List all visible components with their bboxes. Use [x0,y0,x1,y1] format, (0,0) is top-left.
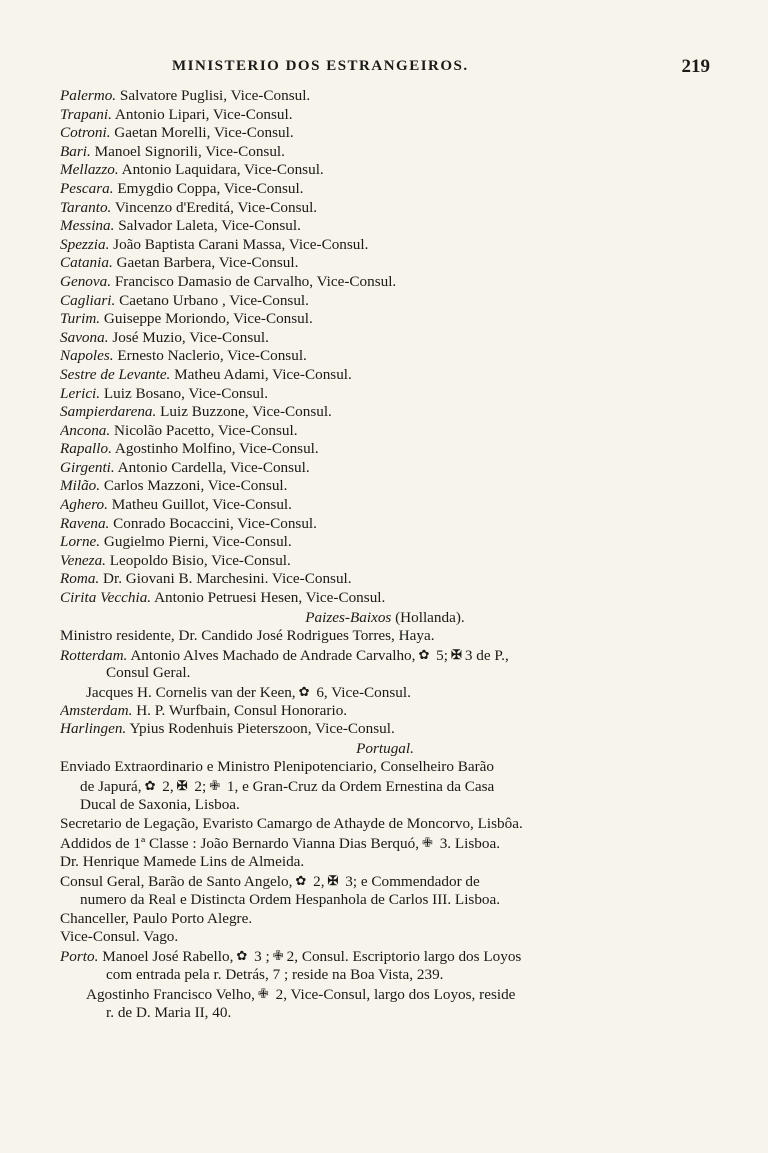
consul-text: Carlos Mazzoni, Vice-Consul. [100,477,288,495]
consulate-entry [60,217,710,236]
enviado-line-3: Ducal de Saxonia, Lisboa. [80,796,240,814]
consul-text: Salvador Laleta, Vice-Consul. [114,217,301,235]
consulate-entry [60,570,710,589]
consul-text: Emygdio Coppa, Vice-Consul. [113,179,304,197]
vice-consul-line: Vice-Consul. Vago. [60,928,179,946]
consulate-entry [60,180,710,199]
page-header [60,58,710,82]
consul-text: Ernesto Naclerio, Vice-Consul. [113,347,307,365]
consulate-entry [60,236,710,255]
christ-order-icon: ✙ [272,948,284,964]
christ-order-icon: ✙ [209,778,221,794]
consul-text: Francisco Damasio de Carvalho, Vice-Consul. [111,272,397,290]
porto-line: Porto. Manoel José Rabello, ✿ 3 ; ✙ 2, Consul. Escriptorio largo dos Loyos [60,948,522,966]
city-name: Lorne. [60,533,101,551]
city-name: Ravena. [60,514,110,532]
cross-order-icon: ✠ [327,872,339,888]
consul-text: Nicolão Pacetto, Vice-Consul. [110,421,298,439]
page-number: 219 [681,56,710,77]
city-name: Aghero. [60,496,108,514]
city-name: Veneza. [60,551,106,569]
city-name: Pescara. [60,179,114,197]
velho-line-2: r. de D. Maria II, 40. [106,1003,232,1021]
harlingen-line: Harlingen. Ypius Rodenhuis Pieterszoon, Vice-Consul. [60,720,395,738]
city-name: Sestre de Levante. [60,365,171,383]
consul-text: Guiseppe Moriondo, Vice-Consul. [100,310,313,328]
consul-text: Caetano Urbano , Vice-Consul. [115,291,309,309]
consul-text: Gaetan Morelli, Vice-Consul. [110,124,294,142]
consul-text: Agostinho Molfino, Vice-Consul. [111,440,319,458]
city-name: Trapani. [60,105,112,123]
city-name: Roma. [60,570,100,588]
consul-text: Matheu Adami, Vice-Consul. [170,365,352,383]
consulate-entry [60,143,710,162]
consul-text: José Muzio, Vice-Consul. [108,328,269,346]
consulate-entry [60,440,710,459]
city-name: Turim. [60,310,101,328]
amsterdam-line: Amsterdam. H. P. Wurfbain, Consul Honorario. [60,701,348,719]
city-name: Cirita Vecchia. [60,589,152,607]
consulate-entry [60,459,710,478]
consulate-entry [60,403,710,422]
city-name: Palermo. [60,87,117,104]
consulate-entry [60,329,710,348]
keen-line: Jacques H. Cornelis van der Keen, ✿ 6, Vice-Consul. [86,684,411,701]
mamede-line: Dr. Henrique Mamede Lins de Almeida. [60,852,305,870]
rotterdam-line: Rotterdam. Antonio Alves Machado de Andrade Carvalho, ✿ 5; ✠ 3 de P., [60,646,509,664]
city-name: Spezzia. [60,235,110,253]
consul-text: Manoel Signorili, Vice-Consul. [90,142,285,160]
city-name: Girgenti. [60,458,115,476]
italy-consulates-list [60,87,710,608]
city-name: Cotroni. [60,124,111,142]
consul-text: Antonio Petruesi Hesen, Vice-Consul. [151,589,386,607]
consulate-entry [60,366,710,385]
secretario-line: Secretario de Legação, Evaristo Camargo de Athayde de Moncorvo, Lisbôa. [60,815,523,833]
consulate-entry [60,385,710,404]
consulate-entry [60,106,710,125]
consul-text: Luiz Bosano, Vice-Consul. [100,384,269,402]
section-title-portugal: Portugal. [356,739,414,757]
consul-text: Antonio Cardella, Vice-Consul. [114,458,310,476]
city-name: Catania. [60,254,113,272]
porto-line-2: com entrada pela r. Detrás, 7 ; reside na Boa Vista, 239. [106,966,444,984]
rose-order-icon: ✿ [144,778,156,794]
city-name: Milão. [60,477,101,495]
consul-geral-line: Consul Geral, Barão de Santo Angelo, ✿ 2, ✠ 3; e Commendador de [60,872,480,890]
city-name: Lerici. [60,384,101,402]
consulate-entry [60,422,710,441]
consulate-entry [60,273,710,292]
consulate-entry [60,161,710,180]
running-title: MINISTERIO DOS ESTRANGEIROS. [172,58,469,74]
consul-text: Gugielmo Pierni, Vice-Consul. [100,533,292,551]
rose-order-icon: ✿ [418,646,430,662]
holland-minister-line: Ministro residente, Dr. Candido José Rodrigues Torres, Haya. [60,627,435,645]
velho-line: Agostinho Francisco Velho, ✙ 2, Vice-Consul, largo dos Loyos, reside [86,986,516,1004]
rose-order-icon: ✿ [236,948,248,964]
consul-text: João Baptista Carani Massa, Vice-Consul. [109,235,369,253]
consulate-entry [60,292,710,311]
consul-text: Gaetan Barbera, Vice-Consul. [112,254,299,272]
addidos-line: Addidos de 1ª Classe : João Bernardo Vianna Dias Berquó, ✙ 3. Lisboa. [60,834,501,852]
consulate-entry [60,533,710,552]
consulate-entry [60,552,710,571]
enviado-line-2: de Japurá, ✿ 2, ✠ 2; ✙ 1, e Gran-Cruz da Ordem Ernestina da Casa [80,778,495,796]
consul-text: Antonio Laquidara, Vice-Consul. [118,161,324,179]
consulate-entry [60,124,710,143]
city-name: Ancona. [60,421,111,439]
city-name: Cagliari. [60,291,116,309]
consulate-entry [60,87,710,106]
consulate-entry [60,310,710,329]
city-name: Genova. [60,272,112,290]
city-name: Rapallo. [60,440,112,458]
consul-text: Matheu Guillot, Vice-Consul. [107,496,292,514]
city-name: Messina. [60,217,115,235]
city-name: Mellazzo. [60,161,119,179]
chanceller-line: Chanceller, Paulo Porto Alegre. [60,909,253,927]
consul-text: Leopoldo Bisio, Vice-Consul. [105,551,291,569]
rotterdam-line-cont: Consul Geral. [106,664,191,682]
consulate-entry [60,199,710,218]
consulate-entry [60,496,710,515]
consulate-entry [60,515,710,534]
christ-order-icon: ✙ [257,986,269,1002]
cross-order-icon: ✠ [450,646,462,662]
consulate-entry [60,254,710,273]
consul-text: Dr. Giovani B. Marchesini. Vice-Consul. [99,570,352,588]
city-name: Napoles. [60,347,114,365]
city-name: Savona. [60,328,109,346]
cross-order-icon: ✠ [176,778,188,794]
consulate-entry [60,347,710,366]
consul-text: Antonio Lipari, Vice-Consul. [111,105,293,123]
rose-order-icon: ✿ [298,684,310,699]
consul-text: Luiz Buzzone, Vice-Consul. [156,403,332,421]
consulate-entry [60,477,710,496]
city-name: Bari. [60,142,91,160]
consul-text: Salvatore Puglisi, Vice-Consul. [116,87,311,104]
consulate-entry [60,589,710,608]
consul-text: Conrado Bocaccini, Vice-Consul. [109,514,317,532]
city-name: Sampierdarena. [60,403,157,421]
rose-order-icon: ✿ [295,872,307,888]
section-title-holland: Paizes-Baixos (Hollanda). [305,608,465,626]
page-body [60,87,710,1023]
city-name: Taranto. [60,198,112,216]
consul-text: Vincenzo d'Ereditá, Vice-Consul. [111,198,318,216]
enviado-line-1: Enviado Extraordinario e Ministro Plenipotenciario, Conselheiro Barão [60,758,495,776]
consul-geral-line-2: numero da Real e Distincta Ordem Hespanhola de Carlos III. Lisboa. [80,890,501,908]
christ-order-icon: ✙ [422,834,433,850]
